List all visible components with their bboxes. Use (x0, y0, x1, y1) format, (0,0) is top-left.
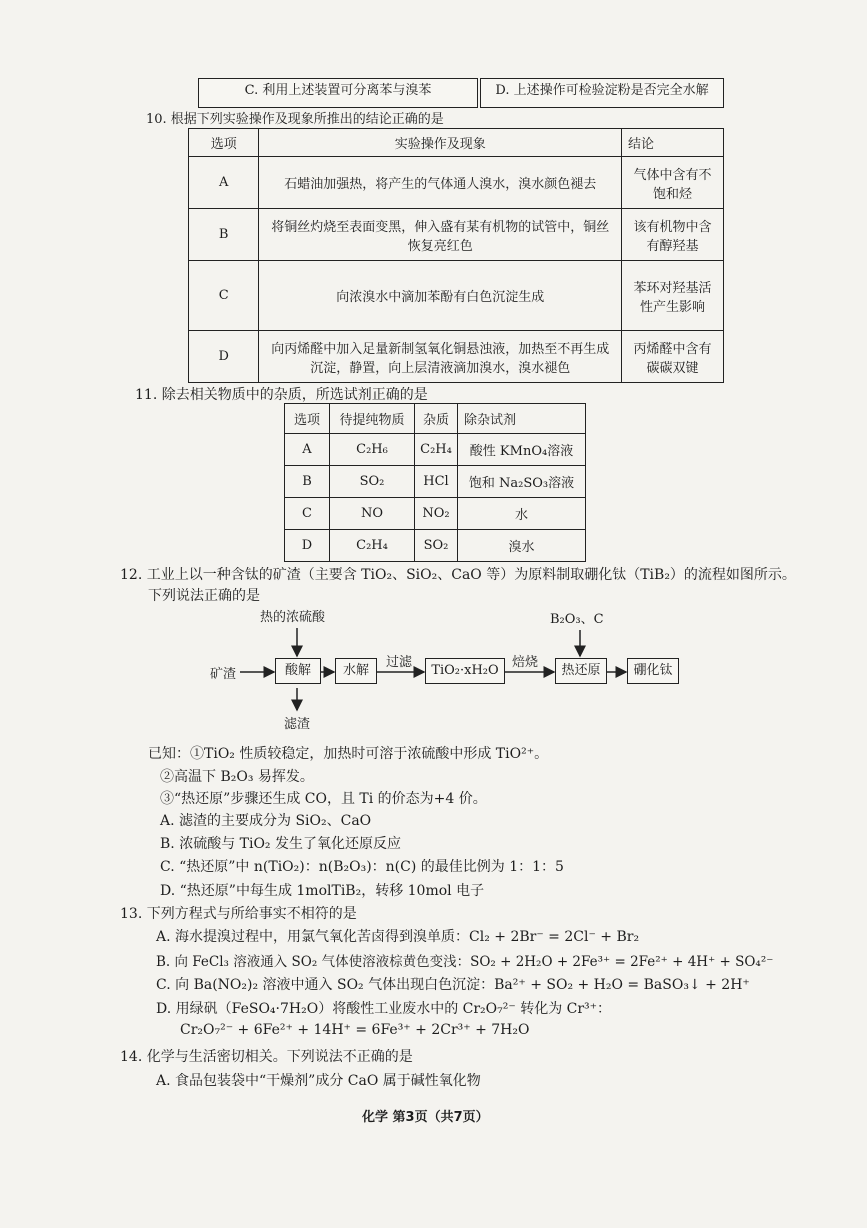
q11-row-d-substance: C₂H₄ (330, 530, 415, 562)
q10-table (188, 128, 724, 383)
q10-row-d-conclusion: 丙烯醛中含有碳碳双键 (622, 331, 724, 383)
q12-known1: 已知：①TiO₂ 性质较稳定，加热时可溶于浓硫酸中形成 TiO²⁺。 (148, 746, 549, 762)
q10-row-c-operation: 向浓溴水中滴加苯酚有白色沉淀生成 (259, 261, 622, 331)
q11-row-b-option: B (285, 466, 330, 498)
q14-title: 14. 化学与生活密切相关。下列说法不正确的是 (120, 1049, 413, 1065)
flow-diagram (200, 600, 700, 740)
table-row (285, 530, 586, 562)
q11-row-c-substance: NO (330, 498, 415, 530)
flow-start-label: 矿渣 (210, 667, 237, 682)
q12-option-b: B. 浓硫酸与 TiO₂ 发生了氧化还原反应 (160, 836, 401, 852)
q14-option-a: A. 食品包装袋中“干燥剂”成分 CaO 属于碱性氧化物 (156, 1073, 481, 1089)
q11-row-a-substance: C₂H₆ (330, 434, 415, 466)
page-footer: 化学 第3页（共7页） (362, 1110, 489, 1125)
q11-row-a-impurity: C₂H₄ (415, 434, 458, 466)
table-row (189, 261, 724, 331)
q11-title: 11. 除去相关物质中的杂质，所选试剂正确的是 (135, 387, 428, 403)
flow-roast-label: 焙烧 (512, 655, 539, 670)
flow-reagents-label: B₂O₃、C (550, 612, 604, 627)
q11-row-b-reagent: 饱和 Na₂SO₃溶液 (458, 466, 586, 498)
table-row (285, 434, 586, 466)
q10-row-d-option: D (189, 331, 259, 383)
q13-title: 13. 下列方程式与所给事实不相符的是 (120, 906, 357, 922)
q13-option-d-line2: Cr₂O₇²⁻ + 6Fe²⁺ + 14H⁺ = 6Fe³⁺ + 2Cr³⁺ + 7H₂O (180, 1022, 530, 1038)
q11-row-c-reagent: 水 (458, 498, 586, 530)
flow-node-acidolysis: 酸解 (275, 658, 321, 684)
top-options-strip (198, 78, 724, 108)
q11-header-impurity: 杂质 (415, 404, 458, 434)
table-row (189, 157, 724, 209)
q13-option-c: C. 向 Ba(NO₂)₂ 溶液中通入 SO₂ 气体出现白色沉淀：Ba²⁺ + SO₂ + H₂O = BaSO₃↓ + 2H⁺ (156, 977, 750, 993)
q11-row-b-substance: SO₂ (330, 466, 415, 498)
q11-row-a-option: A (285, 434, 330, 466)
top-option-c: C. 利用上述装置可分离苯与溴苯 (198, 78, 478, 108)
q11-row-d-option: D (285, 530, 330, 562)
q13-option-a: A. 海水提溴过程中，用氯气氧化苦卤得到溴单质：Cl₂ + 2Br⁻ = 2Cl⁻ + Br₂ (156, 929, 640, 945)
flow-residue-label: 滤渣 (284, 717, 311, 732)
table-row (285, 498, 586, 530)
q12-title: 12. 工业上以一种含钛的矿渣（主要含 TiO₂、SiO₂、CaO 等）为原料制取硼化钛（TiB₂）的流程如图所示。 (120, 567, 796, 583)
q10-row-a-operation: 石蜡油加强热，将产生的气体通人溴水，溴水颜色褪去 (259, 157, 622, 209)
q10-row-a-option: A (189, 157, 259, 209)
q10-row-c-option: C (189, 261, 259, 331)
q11-row-d-reagent: 溴水 (458, 530, 586, 562)
q10-row-a-conclusion: 气体中含有不饱和烃 (622, 157, 724, 209)
q10-header-option: 选项 (189, 129, 259, 157)
q13-option-b: B. 向 FeCl₃ 溶液通入 SO₂ 气体使溶液棕黄色变浅：SO₂ + 2H₂O + 2Fe³⁺ = 2Fe²⁺ + 4H⁺ + SO₄²⁻ (156, 954, 774, 970)
table-row (189, 209, 724, 261)
flow-filter-label: 过滤 (386, 655, 413, 670)
table-row (189, 331, 724, 383)
q12-option-d: D. “热还原”中每生成 1molTiB₂，转移 10mol 电子 (160, 883, 485, 899)
q12-known2: ②高温下 B₂O₃ 易挥发。 (160, 769, 314, 785)
q11-row-c-impurity: NO₂ (415, 498, 458, 530)
q10-header-operation: 实验操作及现象 (259, 129, 622, 157)
q10-row-b-option: B (189, 209, 259, 261)
q11-row-a-reagent: 酸性 KMnO₄溶液 (458, 434, 586, 466)
q10-title: 10. 根据下列实验操作及现象所推出的结论正确的是 (146, 112, 444, 127)
q10-row-b-conclusion: 该有机物中含有醇羟基 (622, 209, 724, 261)
top-option-d: D. 上述操作可检验淀粉是否完全水解 (480, 78, 724, 108)
flow-node-hydrolysis: 水解 (335, 658, 377, 684)
q12-option-a: A. 滤渣的主要成分为 SiO₂、CaO (160, 813, 372, 829)
q11-header-substance: 待提纯物质 (330, 404, 415, 434)
q12-known3: ③“热还原”步骤还生成 CO，且 Ti 的价态为+4 价。 (160, 791, 487, 807)
q11-header-reagent: 除杂试剂 (458, 404, 586, 434)
q11-row-d-impurity: SO₂ (415, 530, 458, 562)
q11-row-b-impurity: HCl (415, 466, 458, 498)
q11-header-option: 选项 (285, 404, 330, 434)
flow-acid-label: 热的浓硫酸 (260, 610, 326, 625)
q10-row-d-operation: 向丙烯醛中加入足量新制氢氧化铜悬浊液，加热至不再生成沉淀，静置，向上层清液滴加溴水，溴水褪色 (259, 331, 622, 383)
q10-header-conclusion: 结论 (622, 129, 724, 157)
q12-subtitle: 下列说法正确的是 (148, 588, 260, 604)
q11-row-c-option: C (285, 498, 330, 530)
q10-row-c-conclusion: 苯环对羟基活性产生影响 (622, 261, 724, 331)
flow-node-thermal-reduction: 热还原 (555, 658, 607, 684)
q12-option-c: C. “热还原”中 n(TiO₂)：n(B₂O₃)：n(C) 的最佳比例为 1：1：5 (160, 859, 564, 875)
flow-node-tio2: TiO₂·xH₂O (425, 658, 505, 684)
q13-option-d-line1: D. 用绿矾（FeSO₄·7H₂O）将酸性工业废水中的 Cr₂O₇²⁻ 转化为 Cr³⁺： (156, 1001, 612, 1017)
table-row (285, 466, 586, 498)
q11-table (284, 403, 586, 562)
flow-node-tib2: 硼化钛 (627, 658, 679, 684)
q10-row-b-operation: 将铜丝灼烧至表面变黑，伸入盛有某有机物的试管中，铜丝恢复亮红色 (259, 209, 622, 261)
